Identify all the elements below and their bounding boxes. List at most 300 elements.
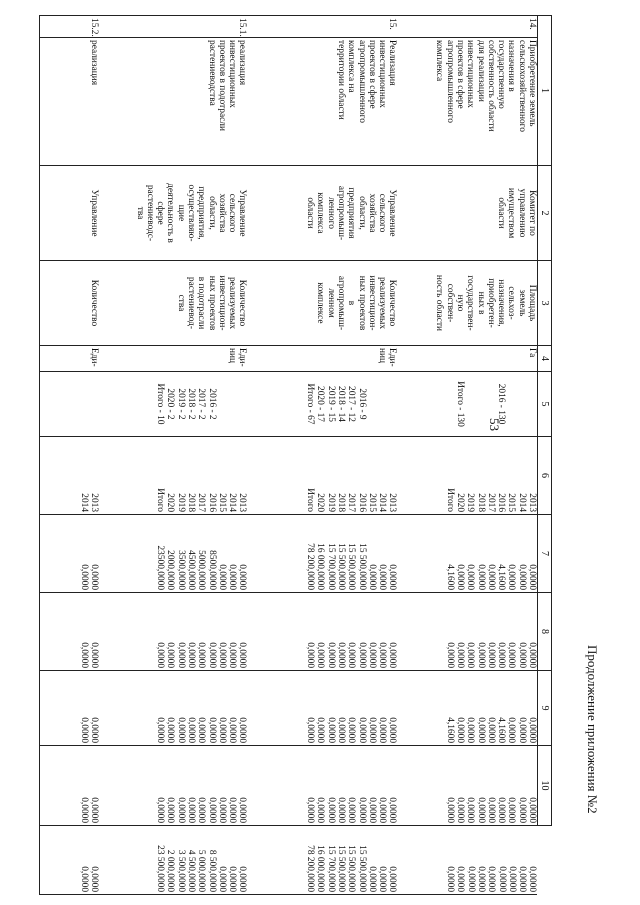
indicator-total-line: Итого - 130 [454, 381, 465, 427]
indicator-line: ных проектов [356, 275, 367, 331]
indicator-total-line [465, 374, 475, 434]
indicator-total-line: 2016 - 130 [496, 383, 507, 425]
indicator-total-line: 2020 - 17 [315, 386, 326, 422]
indicator-line: назначения, [496, 279, 507, 327]
column-header-9: 9 [538, 671, 552, 746]
value-col10-cell [100, 826, 248, 895]
executor-line: ленного [325, 197, 336, 229]
value-col6: 0,0000 [485, 564, 496, 590]
column-header-6: 6 [538, 437, 552, 515]
year-label: 2017 [196, 493, 207, 512]
value-col7-cell [398, 593, 538, 671]
indicator-total-line: 2018 - 2 [186, 388, 197, 420]
indicator-line: комплексе [315, 282, 326, 324]
activity-name-line: проектов в сфере [366, 40, 377, 109]
year-cell [40, 437, 100, 515]
value-col10: 78 200,0000 [305, 845, 316, 892]
value-col8: 0,0000 [377, 717, 388, 743]
executor-line: предприятия, [196, 186, 207, 240]
value-col8: 0,0000 [506, 717, 517, 743]
value-col6: 8500,0000 [206, 550, 217, 590]
year-label: 2013 [89, 493, 100, 512]
indicator-total-line [237, 374, 247, 434]
value-col10-cell [398, 826, 538, 895]
row-number: 15.2. [89, 18, 100, 37]
value-col6: 0,0000 [516, 564, 527, 590]
value-col8: 0,0000 [196, 717, 207, 743]
year-label: 2017 [346, 493, 357, 512]
value-col7-cell [100, 593, 248, 671]
activity-name-line: комплекса [434, 40, 445, 82]
activity-name-line: проектов в сфере [454, 40, 465, 109]
value-col10: 0,0000 [476, 866, 487, 892]
page-number: 53 [487, 418, 502, 431]
value-col10: 0,0000 [496, 866, 507, 892]
indicator-line: Количество [237, 279, 248, 327]
indicator-cell [398, 261, 538, 346]
year-cell [248, 437, 398, 515]
executor-line: осуществляю- [186, 184, 197, 242]
value-col10: 15 500,0000 [346, 845, 357, 892]
value-col9: 0,0000 [444, 797, 455, 823]
year-label: 2019 [465, 493, 476, 512]
indicator-line: земель [516, 289, 527, 317]
value-col10: 15 700,0000 [325, 845, 336, 892]
activity-name-line: сельскохозяйственного [516, 40, 527, 132]
value-col10: 0,0000 [216, 866, 227, 892]
column-header-1: 1 [538, 16, 552, 166]
indicator-cell [40, 261, 100, 346]
value-col6: 0,0000 [387, 564, 398, 590]
value-col6: 4,1600 [444, 564, 455, 590]
value-col6: 15 500,0000 [346, 543, 357, 590]
value-col6: 16 000,0000 [315, 543, 326, 590]
value-col7: 0,0000 [79, 642, 90, 668]
executor-line: Управление [89, 189, 100, 237]
year-label: 2014 [227, 493, 238, 512]
value-col7: 0,0000 [305, 642, 316, 668]
value-col8: 0,0000 [155, 717, 166, 743]
value-col8: 4,1600 [444, 717, 455, 743]
value-col8: 0,0000 [366, 717, 377, 743]
indicator-line: ства [175, 294, 186, 312]
column-header-8: 8 [538, 593, 552, 671]
executor-line: Управление [387, 189, 398, 237]
indicator-total-line [367, 374, 377, 434]
executor-cell [40, 166, 100, 261]
indicator-line: в подотрасли [196, 276, 207, 330]
table-header-row [538, 16, 552, 895]
unit-line: Еди- [237, 348, 248, 367]
activity-name-cell [40, 38, 100, 166]
value-col6: 0,0000 [527, 564, 537, 590]
continuation-title: Продолжение приложения №2 [585, 645, 600, 814]
value-col9-cell [100, 746, 248, 826]
value-col9: 0,0000 [186, 797, 197, 823]
value-col9: 0,0000 [227, 797, 238, 823]
value-col7: 0,0000 [465, 642, 476, 668]
year-label: 2015 [366, 493, 377, 512]
indicator-total-cell [398, 372, 538, 437]
value-col10: 0,0000 [445, 866, 456, 892]
value-col6: 15 500,0000 [356, 543, 367, 590]
value-col9: 0,0000 [175, 797, 186, 823]
unit-cell [40, 346, 100, 372]
value-col6-cell [40, 515, 100, 593]
executor-line: предприятия [346, 187, 357, 239]
value-col8: 0,0000 [475, 717, 486, 743]
activity-name-line: агропромышленного [444, 40, 455, 123]
value-col10: 15 500,0000 [336, 845, 347, 892]
indicator-cell [100, 261, 248, 346]
value-col10: 0,0000 [89, 866, 100, 892]
value-col7: 0,0000 [206, 642, 217, 668]
year-label: Итого [444, 488, 455, 512]
executor-line: комплекса [315, 192, 326, 234]
unit-line: Еди- [89, 348, 100, 367]
value-col9-cell [248, 746, 398, 826]
row-number: 15. [387, 18, 398, 30]
value-col6: 0,0000 [366, 564, 377, 590]
column-header-7: 7 [538, 515, 552, 593]
executor-line: Комитет по [527, 190, 537, 236]
value-col10-cell [40, 826, 100, 895]
year-label: 2014 [516, 493, 527, 512]
executor-cell [398, 166, 538, 261]
value-col7: 0,0000 [366, 642, 377, 668]
year-label: 2015 [506, 493, 517, 512]
value-col9: 0,0000 [377, 797, 388, 823]
activity-name-line: проектов в подотрасли [216, 40, 227, 131]
value-col6: 0,0000 [237, 564, 248, 590]
value-col8: 0,0000 [336, 717, 347, 743]
year-label: 2015 [216, 493, 227, 512]
activity-name-line: инвестиционных [465, 40, 476, 108]
value-col9: 0,0000 [387, 797, 398, 823]
indicator-line: Количество [89, 279, 100, 327]
year-label: 2016 [206, 493, 217, 512]
unit-cell [398, 346, 538, 372]
indicator-total-line [475, 374, 485, 434]
activity-name-line: реализация [237, 40, 248, 86]
year-cell [398, 437, 538, 515]
value-col7: 0,0000 [506, 642, 517, 668]
value-col9: 0,0000 [325, 797, 336, 823]
value-col7: 0,0000 [325, 642, 336, 668]
executor-line: области, [356, 196, 367, 230]
value-col7: 0,0000 [196, 642, 207, 668]
value-col9: 0,0000 [527, 797, 537, 823]
indicator-total-line [217, 374, 227, 434]
year-label: 2016 [496, 493, 507, 512]
activity-name-line: территории области [336, 40, 347, 120]
indicator-line: государствен- [465, 275, 476, 331]
value-col8-cell [398, 671, 538, 746]
value-col6: 0,0000 [79, 564, 90, 590]
year-label: 2020 [315, 493, 326, 512]
table-row [398, 16, 538, 895]
value-col10: 16 000,0000 [315, 845, 326, 892]
indicator-total-cell [248, 372, 398, 437]
value-col9: 0,0000 [305, 797, 316, 823]
value-col7-cell [40, 593, 100, 671]
value-col6: 3500,0000 [175, 550, 186, 590]
executor-line: хозяйства [366, 193, 377, 233]
value-col8: 0,0000 [356, 717, 367, 743]
value-col6-cell [398, 515, 538, 593]
value-col9: 0,0000 [485, 797, 496, 823]
executor-cell [100, 166, 248, 261]
activity-name-line: реализация [89, 40, 100, 86]
value-col6: 0,0000 [465, 564, 476, 590]
indicator-cell [248, 261, 398, 346]
value-col6-cell [100, 515, 248, 593]
indicator-total-line: Итого - 10 [155, 383, 166, 425]
value-col7: 0,0000 [315, 642, 326, 668]
table-row [40, 16, 100, 895]
unit-cell [100, 346, 248, 372]
executor-line: тва [134, 206, 145, 220]
value-col7: 0,0000 [237, 642, 248, 668]
value-col7: 0,0000 [527, 642, 537, 668]
program-table [39, 15, 552, 895]
value-col10: 0,0000 [517, 866, 528, 892]
executor-line: деятельность в [165, 183, 176, 243]
activity-name-line: собственность области [485, 40, 496, 132]
value-col10: 0,0000 [227, 866, 238, 892]
value-col9: 0,0000 [346, 797, 357, 823]
value-col10: 2 000,0000 [165, 849, 176, 892]
year-label: Итого [155, 488, 166, 512]
value-col9-cell [40, 746, 100, 826]
value-col8-cell [248, 671, 398, 746]
value-col9: 0,0000 [454, 797, 465, 823]
value-col10: 0,0000 [455, 866, 466, 892]
value-col7: 0,0000 [186, 642, 197, 668]
indicator-total-line [227, 374, 237, 434]
value-col9: 0,0000 [89, 797, 100, 823]
value-col7: 0,0000 [89, 642, 100, 668]
value-col9: 0,0000 [506, 797, 517, 823]
value-col8: 0,0000 [485, 717, 496, 743]
value-col6: 0,0000 [475, 564, 486, 590]
value-col9: 0,0000 [196, 797, 207, 823]
indicator-total-line: 2019 - 2 [175, 388, 186, 420]
indicator-total-line: 2017 - 12 [346, 386, 357, 422]
executor-line: сельского [377, 193, 388, 233]
executor-cell [248, 166, 398, 261]
unit-line: Га [527, 348, 537, 358]
indicator-total-line: 2017 - 2 [196, 388, 207, 420]
value-col10: 8 500,0000 [206, 849, 217, 892]
value-col9-cell [398, 746, 538, 826]
indicator-total-line [527, 374, 537, 434]
value-col8: 0,0000 [315, 717, 326, 743]
value-col6: 23500,0000 [155, 545, 166, 590]
value-col10: 23 500,0000 [155, 845, 166, 892]
value-col9: 0,0000 [79, 797, 90, 823]
column-header-5: 5 [538, 372, 552, 437]
value-col8: 0,0000 [237, 717, 248, 743]
year-cell [100, 437, 248, 515]
value-col6-cell [248, 515, 398, 593]
executor-line: агропромыш- [336, 185, 347, 241]
column-header-4: 4 [538, 346, 552, 372]
activity-name-line: растениеводства [206, 40, 217, 106]
activity-name-cell [248, 38, 398, 166]
indicator-total-line [506, 374, 516, 434]
value-col10-cell [248, 826, 398, 895]
year-label: 2014 [377, 493, 388, 512]
value-col6: 4500,0000 [186, 550, 197, 590]
value-col9: 0,0000 [216, 797, 227, 823]
indicator-line: ных проектов [206, 275, 217, 331]
value-col7: 0,0000 [387, 642, 398, 668]
executor-line: имуществом [506, 187, 517, 239]
value-col7: 0,0000 [336, 642, 347, 668]
value-col8: 0,0000 [387, 717, 398, 743]
year-label: 2018 [186, 493, 197, 512]
value-col10: 0,0000 [377, 866, 388, 892]
year-label: 2018 [475, 493, 486, 512]
column-header-2: 2 [538, 166, 552, 261]
activity-name-line: инвестиционных [227, 40, 238, 108]
value-col10: 4 500,0000 [186, 849, 197, 892]
value-col9: 0,0000 [356, 797, 367, 823]
executor-line: хозяйства [216, 193, 227, 233]
value-col6: 0,0000 [227, 564, 238, 590]
indicator-total-line [486, 374, 496, 434]
value-col8-cell [40, 671, 100, 746]
value-col8: 0,0000 [165, 717, 176, 743]
activity-name-line: Реализация [387, 40, 398, 86]
year-label: 2016 [356, 493, 367, 512]
value-col9: 0,0000 [496, 797, 507, 823]
indicator-total-line [516, 374, 526, 434]
value-col6: 15 700,0000 [325, 543, 336, 590]
value-col9: 0,0000 [315, 797, 326, 823]
indicator-total-line: 2016 - 9 [356, 388, 367, 420]
value-col10: 0,0000 [366, 866, 377, 892]
executor-line: сфере [155, 201, 166, 225]
indicator-total-line: Итого - 67 [305, 383, 316, 425]
table-row [248, 16, 398, 895]
year-label: 2020 [165, 493, 176, 512]
value-col8: 0,0000 [79, 717, 90, 743]
indicator-line: в [346, 300, 357, 306]
value-col7: 0,0000 [346, 642, 357, 668]
value-col7: 0,0000 [496, 642, 507, 668]
value-col8: 0,0000 [175, 717, 186, 743]
value-col8: 0,0000 [516, 717, 527, 743]
activity-name-cell [398, 38, 538, 166]
indicator-total-line: 2019 - 15 [325, 386, 336, 422]
unit-line: ниц [377, 348, 388, 364]
value-col8: 0,0000 [346, 717, 357, 743]
value-col10: 0,0000 [506, 866, 517, 892]
indicator-total-line: 2016 - 2 [206, 388, 217, 420]
value-col10: 0,0000 [387, 866, 398, 892]
row-number-cell [248, 16, 398, 38]
value-col8: 0,0000 [454, 717, 465, 743]
value-col9: 0,0000 [336, 797, 347, 823]
value-col7: 0,0000 [485, 642, 496, 668]
value-col7: 0,0000 [475, 642, 486, 668]
value-col6: 0,0000 [89, 564, 100, 590]
value-col9: 0,0000 [155, 797, 166, 823]
indicator-line: инвестицион- [216, 275, 227, 331]
column-header-3: 3 [538, 261, 552, 346]
executor-line: щие [175, 204, 186, 222]
value-col6: 2000,0000 [165, 550, 176, 590]
value-col7: 0,0000 [155, 642, 166, 668]
indicator-total-line [377, 374, 387, 434]
value-col6: 4,1600 [496, 564, 507, 590]
year-label: 2019 [175, 493, 186, 512]
value-col7: 0,0000 [516, 642, 527, 668]
value-col10: 0,0000 [79, 866, 90, 892]
indicator-total-cell [40, 372, 100, 437]
executor-line: области, [206, 196, 217, 230]
value-col7: 0,0000 [454, 642, 465, 668]
value-col7: 0,0000 [356, 642, 367, 668]
value-col8: 0,0000 [527, 717, 537, 743]
value-col10: 5 000,0000 [196, 849, 207, 892]
executor-line: области [496, 197, 507, 229]
indicator-total-line: 2020 - 2 [165, 388, 176, 420]
indicator-total-line [387, 374, 397, 434]
activity-name-line: назначения в [506, 40, 517, 92]
activity-name-line: комплекса на [346, 40, 357, 93]
executor-line: Управление [237, 189, 248, 237]
year-label: 2020 [454, 493, 465, 512]
activity-name-cell [100, 38, 248, 166]
indicator-line: Площадь [527, 284, 537, 322]
value-col8: 4,1600 [496, 717, 507, 743]
indicator-line: растениевод- [186, 276, 197, 330]
value-col6: 15 500,0000 [336, 543, 347, 590]
column-header-10: 10 [538, 746, 552, 826]
value-col6: 0,0000 [216, 564, 227, 590]
value-col8: 0,0000 [305, 717, 316, 743]
executor-line: области [305, 197, 316, 229]
table-row [100, 16, 248, 895]
indicator-line: сельхоз- [506, 286, 517, 320]
value-col8: 0,0000 [227, 717, 238, 743]
value-col8: 0,0000 [186, 717, 197, 743]
executor-line: растениеводс- [144, 184, 155, 242]
year-label: 2017 [485, 493, 496, 512]
value-col6: 78 200,0000 [305, 543, 316, 590]
value-col8: 0,0000 [89, 717, 100, 743]
value-col9: 0,0000 [206, 797, 217, 823]
value-col7: 0,0000 [227, 642, 238, 668]
value-col7: 0,0000 [175, 642, 186, 668]
indicator-line: ленном [325, 288, 336, 318]
indicator-line: ность области [434, 274, 445, 332]
value-col6: 0,0000 [506, 564, 517, 590]
row-number-cell [398, 16, 538, 38]
value-col9: 0,0000 [475, 797, 486, 823]
row-number: 14. [527, 18, 537, 30]
row-number-cell [100, 16, 248, 38]
value-col7: 0,0000 [165, 642, 176, 668]
year-label: 2018 [336, 493, 347, 512]
value-col8-cell [100, 671, 248, 746]
executor-line: управлению [516, 188, 527, 238]
value-col10: 0,0000 [237, 866, 248, 892]
row-number: 15.1. [237, 18, 248, 37]
